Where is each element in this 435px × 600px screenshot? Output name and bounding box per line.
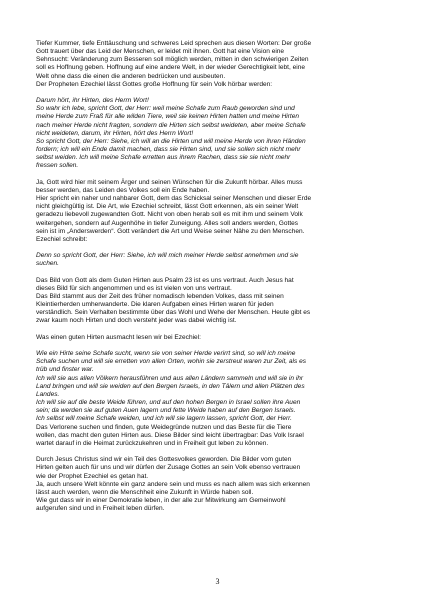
paragraph-verlorene-suchen <box>36 424 404 448</box>
text-line: Welt ohne dass die einen die anderen bedrücken und ausbeuten. <box>36 72 226 80</box>
text-line: fordern; ich will ein Ende damit machen, dass sie Hirten sind, und sie sollen sich nicht mehr <box>36 146 301 154</box>
text-line: Wie ein Hirte seine Schafe sucht, wenn sie von seiner Herde verirrt sind, so will ich meine <box>36 350 296 358</box>
text-line: Ich selbst will meine Schafe weiden, und ich will sie lagern lassen, spricht Gott, der Herr. <box>36 415 292 423</box>
text-line: trüb und finster war. <box>36 366 94 374</box>
text-line: besser werden, das Leiden des Volkes soll ein Ende haben. <box>36 186 210 194</box>
text-line: fressen sollen. <box>36 162 79 170</box>
text-line: sein ist im „Anderswerden“. Gott verändert die Art und Weise seiner Nähe zu den Menschen. <box>36 227 305 235</box>
text-line: Ich will sie aus allen Völkern herausführen und aus allen Ländern sammeln und will sie in ihr <box>36 374 304 382</box>
paragraph-guter-hirte <box>36 277 404 326</box>
text-line: Hirten gelten auch für uns und wir dürfen der Zusage Gottes an sein Volk ebenso vertrauen <box>36 464 301 472</box>
text-line: wartet darauf in die Heimat zurückzukehren und in Freiheit gut leben zu können. <box>36 439 269 447</box>
text-line: Ja, auch unsere Welt könnte ein ganz andere sein und muss es nach allem was sich erkennen <box>36 480 310 488</box>
text-line: suchen. <box>36 260 59 268</box>
text-line: nicht weideten, darum, ihr Hirten, hört des Herrn Wort! <box>36 129 194 137</box>
quote-herde-annehmen <box>36 252 404 268</box>
text-line: weitergehen, sondern auf Augenhöhe in tiefer Zuneigung. Alles soll anders werden, Gottes <box>36 219 299 227</box>
text-line: Durch Jesus Christus sind wir ein Teil des Gottesvolkes geworden. Die Bilder vom guten <box>36 456 292 464</box>
text-line: soll es Hoffnung geben. Hoffnung auf eine andere Welt, in der wieder Gerechtigkeit lebt, eine <box>36 64 305 72</box>
text-line: wie der Prophet Ezechiel es getan hat. <box>36 472 149 480</box>
text-line: Darum hört, ihr Hirten, des Herrn Wort! <box>36 97 149 105</box>
text-line: lässt auch werden, wenn die Menschheit eine Zukunft in Würde haben soll. <box>36 488 254 496</box>
text-line: Das Bild von Gott als dem Guten Hirten aus Psalm 23 ist es uns vertraut. Auch Jesus hat <box>36 276 294 284</box>
quote-ezekiel-shepherds <box>36 97 404 170</box>
text-line: Landes. <box>36 390 60 398</box>
text-line: Wie gut dass wir in einer Demokratie leben, in der alle zur Mitwirkung am Gemeinwohl <box>36 496 286 504</box>
text-line: Schafe suchen und will sie erretten von allen Orten, wohin sie zerstreut waren zur Zeit, als es <box>36 358 307 366</box>
text-line: verständlich. Sein Verhalten bestimmte über das Wohl und Wehe der Menschen. Heute gibt es <box>36 309 311 317</box>
paragraph-gott-aerger <box>36 179 404 244</box>
text-line: So wahr ich lebe, spricht Gott, der Herr: weil meine Schafe zum Raub geworden sind und <box>36 105 295 113</box>
text-line: selbst weiden. Ich will meine Schafe erretten aus ihrem Rachen, dass sie sie nicht mehr <box>36 154 291 162</box>
text-line: So spricht Gott, der Herr: Siehe, ich will an die Hirten und will meine Herde von ihren Händen <box>36 137 306 145</box>
text-line: aufgerufen sind und in Freiheit leben dürfen. <box>36 505 165 513</box>
text-line: Das Bild stammt aus der Zeit des früher nomadisch lebenden Volkes, dass mit seinen <box>36 292 284 300</box>
paragraph-was-ausmacht <box>36 334 404 342</box>
text-line: Ezechiel schreibt: <box>36 235 88 243</box>
document-page <box>36 40 404 513</box>
quote-hirte-sucht <box>36 350 404 423</box>
text-line: sein; da werden sie auf guten Auen lagern und fette Weide haben auf den Bergen Israels. <box>36 407 296 415</box>
text-line: Land bringen und will sie weiden auf den Bergen Israels, in den Tälern und allen Plätzen des <box>36 382 305 390</box>
text-line: Kleintierherden umherwanderte. Die klaren Aufgaben eines Hirten waren für jeden <box>36 301 274 309</box>
page-number: 3 <box>215 577 220 586</box>
text-line: Ich will sie auf die beste Weide führen, und auf den hohen Bergen in Israel sollen ihre Auen <box>36 399 301 407</box>
text-line: nach meiner Herde nicht fragten, sondern die Hirten sich selbst weideten, aber meine Schafe <box>36 121 306 129</box>
text-line: Sehnsucht: Veränderung zum Besseren soll möglich werden, mitten in den schwierigen Zeiten <box>36 56 309 64</box>
text-line: Gott trauert über das Leid der Menschen, er leidet mit ihnen. Gott hat eine Vision eine <box>36 48 285 56</box>
paragraph-jesus-christus <box>36 456 404 513</box>
text-line: Ja, Gott wird hier mit seinem Ärger und seinen Wünschen für die Zukunft hörbar. Alles muss <box>36 178 303 186</box>
text-line: zwar kaum noch Hirten und doch versteht jeder was dabei wichtig ist. <box>36 317 237 325</box>
paragraph-kummer <box>36 40 404 89</box>
text-line: Hier spricht ein naher und nahbarer Gott, dem das Schicksal seiner Menschen und dieser Erde <box>36 195 312 203</box>
text-line: nicht gleichgültig ist. Die Art, wie Ezechiel schreibt, lässt Gott erkennen, als ein seiner Welt <box>36 203 299 211</box>
text-line: Denn so spricht Gott, der Herr: Siehe, ich will mich meiner Herde selbst annehmen und sie <box>36 252 299 260</box>
text-line: geradezu liebevoll zugewandten Gott. Nicht von oben herab soll es mit ihm und seinem Volk <box>36 211 303 219</box>
text-line: wollen, das macht den guten Hirten aus. Diese Bilder sind leicht übertragbar: Das Volk Israel <box>36 431 304 439</box>
text-line: Tiefer Kummer, tiefe Enttäuschung und schweres Leid sprechen aus diesen Worten: Der große <box>36 40 312 47</box>
text-line: dieses Bild für sich angenommen und es ist vielen von uns vertraut. <box>36 284 232 292</box>
text-line: meine Herde zum Fraß für alle wilden Tiere, weil sie keinen Hirten hatten und meine Hirten <box>36 113 300 121</box>
text-line: Der Propheten Ezechiel lässt Gottes große Hoffnung für sein Volk hörbar werden: <box>36 80 273 88</box>
text-line: Was einen guten Hirten ausmacht lesen wir bei Ezechiel: <box>36 333 201 341</box>
text-line: Das Verlorene suchen und finden, gute Weidegründe nutzen und das Beste für die Tiere <box>36 423 292 431</box>
